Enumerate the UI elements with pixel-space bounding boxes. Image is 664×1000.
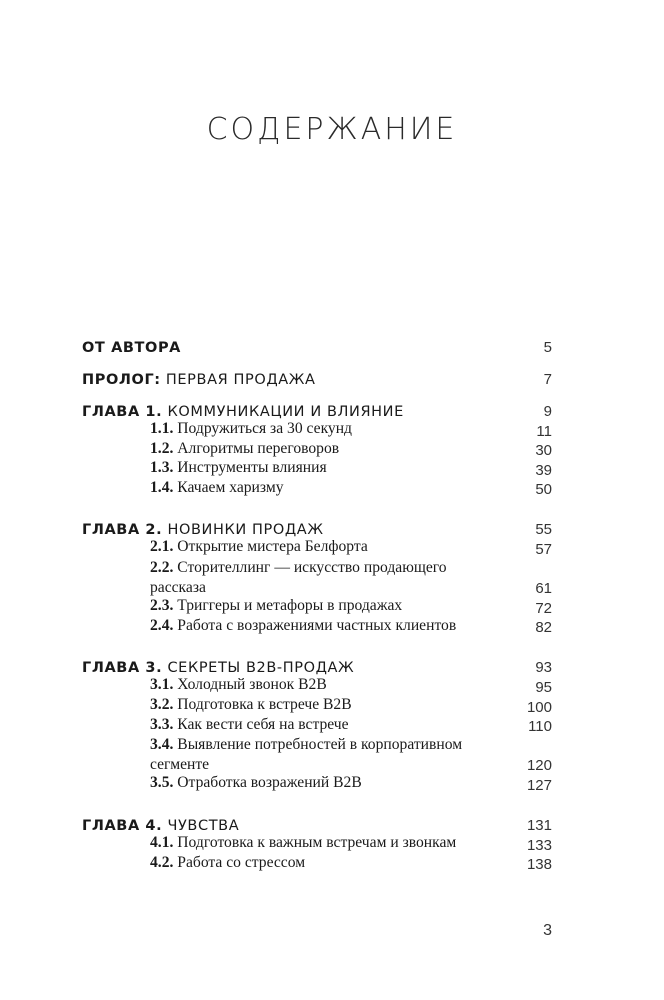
section-title: Алгоритмы переговоров [177, 439, 340, 457]
chapter-label: ГЛАВА 1. [82, 404, 163, 420]
section-1-3 [82, 459, 552, 479]
section-title: Выявление потребностей в корпоративном сегменте [150, 736, 463, 773]
section-3-3 [82, 716, 552, 736]
section-number: 1.4. [150, 478, 174, 496]
section-1-2 [82, 440, 552, 460]
section-1-1 [82, 420, 552, 440]
section-page: 110 [528, 718, 552, 736]
page-number: 3 [543, 922, 552, 939]
section-title: Работа со стрессом [177, 853, 306, 871]
chapter-title: КОММУНИКАЦИИ И ВЛИЯНИЕ [167, 404, 404, 420]
chapter-page: 55 [535, 521, 552, 539]
chapter-2-heading [82, 518, 552, 538]
section-3-4 [82, 735, 552, 774]
section-3-1 [82, 676, 552, 696]
page-title: СОДЕРЖАНИЕ [206, 112, 458, 147]
section-title: Инструменты влияния [177, 459, 327, 477]
section-number: 1.1. [150, 420, 174, 437]
section-page: 57 [535, 540, 552, 558]
section-3-5 [82, 774, 552, 794]
entry-label: ПРОЛОГ: [82, 372, 161, 388]
section-4-2 [82, 854, 552, 874]
section-page: 127 [526, 776, 552, 794]
chapter-1-heading [82, 400, 552, 420]
section-page: 50 [535, 481, 552, 499]
section-number: 3.4. [150, 736, 174, 754]
section-title: Сторителлинг — искусство продающего рассказа [150, 558, 447, 596]
chapter-3-heading [82, 656, 552, 676]
section-number: 2.4. [150, 616, 174, 634]
section-title: Подготовка к важным встречам и звонкам [177, 833, 457, 851]
entry-page: 7 [543, 371, 552, 388]
section-page: 30 [535, 442, 552, 460]
section-2-3 [82, 597, 552, 617]
section-title: Триггеры и метафоры в продажах [177, 597, 403, 615]
toc-entry-prologue [82, 368, 552, 388]
chapter-page: 9 [543, 403, 552, 420]
section-2-4 [82, 617, 552, 637]
toc-entry-from-author [82, 336, 552, 356]
section-page: 72 [535, 599, 552, 617]
chapter-label: ГЛАВА 3. [82, 660, 163, 677]
section-4-1 [82, 834, 552, 854]
section-page: 11 [536, 422, 552, 440]
section-page: 39 [535, 461, 552, 479]
chapter-label: ГЛАВА 4. [82, 817, 163, 834]
section-page: 120 [526, 757, 552, 775]
section-number: 1.3. [150, 459, 174, 477]
section-number: 4.2. [150, 853, 174, 871]
chapter-page: 131 [526, 816, 552, 834]
section-page: 61 [535, 580, 552, 598]
section-title: Качаем харизму [177, 478, 284, 496]
entry-page: 5 [543, 339, 552, 356]
entry-label: ОТ АВТОРА [82, 340, 182, 356]
section-number: 3.2. [150, 695, 174, 713]
chapter-label: ГЛАВА 2. [82, 522, 163, 539]
section-number: 3.5. [150, 774, 174, 792]
section-2-1 [82, 538, 552, 558]
section-title: Как вести себя на встрече [177, 715, 349, 733]
section-1-4 [82, 479, 552, 499]
section-page: 138 [526, 856, 552, 874]
section-3-2 [82, 696, 552, 716]
section-number: 2.2. [150, 558, 174, 576]
section-number: 2.1. [150, 538, 174, 556]
entry-title: ПЕРВАЯ ПРОДАЖА [165, 372, 316, 388]
section-page: 95 [535, 678, 552, 696]
section-page: 100 [526, 698, 552, 716]
section-page: 82 [535, 619, 552, 637]
chapter-title: НОВИНКИ ПРОДАЖ [167, 522, 324, 539]
section-2-2 [82, 558, 552, 597]
section-title: Работа с возражениями частных клиентов [177, 616, 457, 634]
section-number: 2.3. [150, 597, 174, 615]
section-page: 133 [526, 836, 552, 854]
section-title: Подготовка к встрече B2B [177, 695, 352, 713]
section-number: 3.3. [150, 715, 174, 733]
section-title: Холодный звонок B2B [177, 676, 327, 694]
section-title: Открытие мистера Белфорта [177, 538, 368, 556]
section-title: Отработка возражений B2B [177, 774, 362, 792]
chapter-title: СЕКРЕТЫ B2B-ПРОДАЖ [167, 660, 355, 677]
chapter-4-heading [82, 814, 552, 834]
chapter-page: 93 [535, 659, 552, 677]
table-of-contents [82, 336, 552, 873]
section-number: 1.2. [150, 439, 174, 457]
section-number: 4.1. [150, 833, 174, 851]
section-title: Подружиться за 30 секунд [177, 420, 352, 437]
chapter-title: ЧУВСТВА [167, 817, 240, 834]
section-number: 3.1. [150, 676, 174, 694]
